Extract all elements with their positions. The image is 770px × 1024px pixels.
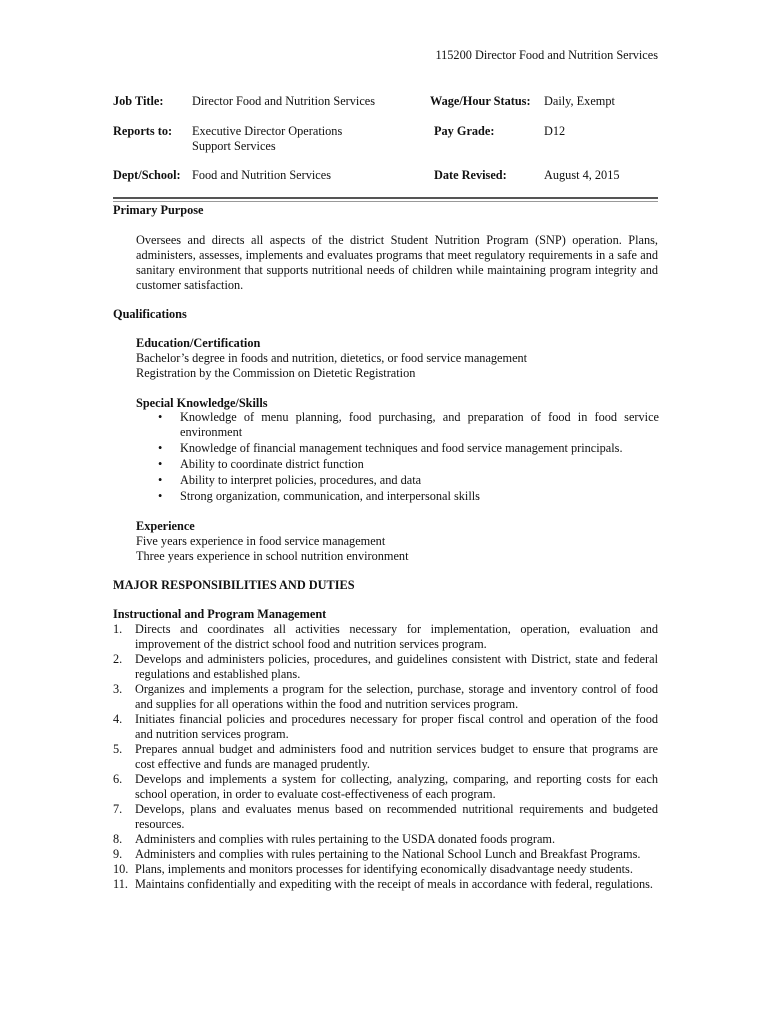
skill-text: Ability to interpret policies, procedures, and data	[180, 473, 422, 487]
duty-number: 2.	[113, 652, 123, 666]
duty-text: Plans, implements and monitors processes for identifying economically disadvantage needy students.	[135, 862, 633, 876]
duty-item	[113, 712, 658, 742]
duty-text: Prepares annual budget and administers food and nutrition services budget to ensure that programs are cost effective and funds are managed prudently.	[135, 742, 658, 771]
duty-text: Organizes and implements a program for the selection, purchase, storage and inventory control of food and supplies for all operations within the food and nutrition services program.	[135, 682, 658, 711]
duty-item	[113, 742, 658, 772]
skill-text: Strong organization, communication, and interpersonal skills	[180, 489, 480, 503]
primary-purpose-heading: Primary Purpose	[113, 203, 204, 217]
duty-text: Initiates financial policies and procedures necessary for proper fiscal control and operation of the food and nutrition services program.	[135, 712, 658, 741]
bullet-icon: •	[158, 457, 163, 471]
duty-item	[113, 877, 658, 892]
reports-to-label: Reports to:	[113, 124, 173, 138]
duty-number: 11.	[113, 877, 128, 891]
experience-item: Three years experience in school nutrition environment	[136, 549, 409, 563]
major-responsibilities-heading: MAJOR RESPONSIBILITIES AND DUTIES	[113, 578, 355, 592]
duty-item	[113, 832, 658, 847]
skill-item	[136, 489, 659, 504]
duty-number: 9.	[113, 847, 123, 861]
program-management-subheading: Instructional and Program Management	[113, 607, 327, 621]
dept-school-value: Food and Nutrition Services	[192, 168, 332, 182]
education-heading: Education/Certification	[136, 336, 261, 350]
date-revised-value: August 4, 2015	[544, 168, 620, 182]
pay-grade-label: Pay Grade:	[434, 124, 495, 138]
reports-to-value-line1: Executive Director Operations	[192, 124, 343, 138]
wage-hour-status-label: Wage/Hour Status:	[430, 94, 531, 108]
bullet-icon: •	[158, 410, 163, 424]
duty-item	[113, 772, 658, 802]
skills-list	[136, 410, 659, 504]
skill-item	[136, 410, 659, 440]
duty-item	[113, 622, 658, 652]
education-item: Registration by the Commission on Dietetic Registration	[136, 366, 416, 380]
duty-text: Develops and implements a system for collecting, analyzing, comparing, and reporting costs for each school operation, in order to evaluate cost-effectiveness of each program.	[135, 772, 658, 801]
duty-text: Administers and complies with rules pertaining to the National School Lunch and Breakfast Programs.	[135, 847, 641, 861]
duty-text: Maintains confidentially and expediting with the receipt of meals in accordance with federal, regulations.	[135, 877, 653, 891]
bullet-icon: •	[158, 441, 163, 455]
bullet-icon: •	[158, 473, 163, 487]
duty-number: 6.	[113, 772, 123, 786]
document-code-header: 115200 Director Food and Nutrition Services	[435, 48, 658, 62]
duty-text: Develops, plans and evaluates menus based on recommended nutritional requirements and budgeted resources.	[135, 802, 658, 831]
duty-number: 7.	[113, 802, 123, 816]
duty-item	[113, 682, 658, 712]
wage-hour-status-value: Daily, Exempt	[544, 94, 615, 108]
experience-heading: Experience	[136, 519, 195, 533]
experience-item: Five years experience in food service management	[136, 534, 386, 548]
skill-text: Ability to coordinate district function	[180, 457, 364, 471]
education-list	[136, 351, 527, 381]
experience-list	[136, 534, 408, 564]
duty-number: 10.	[113, 862, 129, 876]
skill-item	[136, 473, 659, 488]
duty-item	[113, 847, 658, 862]
duty-number: 3.	[113, 682, 123, 696]
dept-school-label: Dept/School:	[113, 168, 181, 182]
duties-list	[113, 622, 658, 892]
qualifications-heading: Qualifications	[113, 307, 187, 321]
duty-number: 5.	[113, 742, 123, 756]
date-revised-label: Date Revised:	[434, 168, 507, 182]
pay-grade-value: D12	[544, 124, 566, 138]
bullet-icon: •	[158, 489, 163, 503]
duty-item	[113, 652, 658, 682]
duty-item	[113, 802, 658, 832]
duty-text: Directs and coordinates all activities necessary for implementation, operation, evaluation and improvement of the district school food and nutrition services program.	[135, 622, 658, 651]
duty-number: 8.	[113, 832, 123, 846]
primary-purpose-text: Oversees and directs all aspects of the district Student Nutrition Program (SNP) operation. Plans, administers, assesses, implements and evaluates programs that meet regulatory requirements in a safe and sanitary environment that supports nutritional needs of children while maintaining program integrity and customer satisfaction.	[136, 233, 658, 292]
duty-item	[113, 862, 658, 877]
reports-to-value-line2: Support Services	[192, 139, 276, 153]
duty-number: 4.	[113, 712, 123, 726]
education-item: Bachelor’s degree in foods and nutrition, dietetics, or food service management	[136, 351, 528, 365]
job-title-value: Director Food and Nutrition Services	[192, 94, 376, 108]
skill-text: Knowledge of financial management techniques and food service management principals.	[180, 441, 623, 455]
duty-text: Administers and complies with rules pertaining to the USDA donated foods program.	[135, 832, 556, 846]
header-divider-thin	[113, 201, 658, 202]
duty-number: 1.	[113, 622, 123, 636]
skill-item	[136, 441, 659, 456]
duty-text: Develops and administers policies, procedures, and guidelines consistent with District, state and federal regulations and established plans.	[135, 652, 658, 681]
skill-text: Knowledge of menu planning, food purchasing, and preparation of food in food service environment	[180, 410, 659, 439]
job-title-label: Job Title:	[113, 94, 164, 108]
special-skills-heading: Special Knowledge/Skills	[136, 396, 268, 410]
skill-item	[136, 457, 659, 472]
header-divider-thick	[113, 197, 658, 199]
